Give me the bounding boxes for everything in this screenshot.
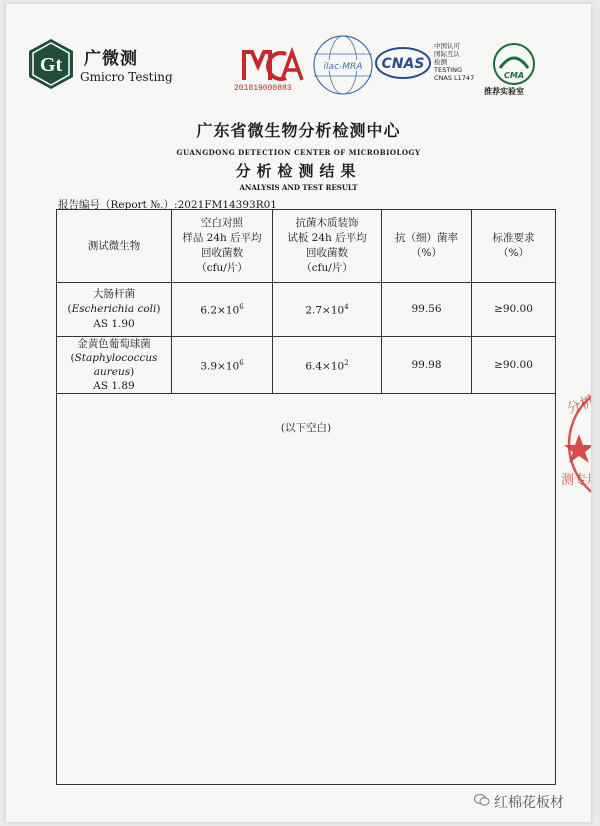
- blank-note: (以下空白): [280, 422, 332, 434]
- official-stamp-icon: [561, 374, 600, 514]
- svg-text:分析: 分析: [564, 393, 597, 418]
- sample-count-cell: $6.4\times 10^2$: [273, 337, 382, 394]
- table-row: [57, 283, 556, 337]
- blank-count-cell: $6.2\times 10^6$: [172, 283, 273, 337]
- svg-text:ilac-MRA: ilac-MRA: [323, 62, 363, 72]
- wechat-icon: [474, 793, 490, 807]
- table-row: [57, 337, 556, 394]
- gmicro-logo-icon: [28, 38, 74, 90]
- header-standard: 标准要求 （%）: [472, 210, 556, 283]
- brand-cn: 广微测: [84, 49, 138, 69]
- rate-cell: 99.98: [382, 337, 472, 394]
- header-blank-control: 空白对照 样品 24h 后平均 回收菌数 （cfu/片）: [172, 210, 273, 283]
- header-rate: 抗（细）菌率 （%）: [382, 210, 472, 283]
- section-title-en: ANALYSIS AND TEST RESULT: [239, 183, 358, 192]
- blank-cell: [57, 394, 556, 785]
- svg-text:Gt: Gt: [39, 54, 63, 76]
- ilac-mra-logo-icon: [311, 34, 375, 96]
- brand-en: Gmicro Testing: [80, 70, 173, 84]
- svg-text:CMA: CMA: [503, 71, 525, 80]
- table-header-row: [57, 210, 556, 283]
- report-number-value: 2021FM14393R01: [177, 199, 277, 211]
- cnas-text: 中国认可 国际互认 检测 TESTING CNAS L1747: [434, 42, 475, 82]
- header-microorganism: 测试微生物: [57, 210, 172, 283]
- rate-cell: 99.56: [382, 283, 472, 337]
- report-page: [6, 4, 600, 822]
- header-antibacterial-sample: 抗菌木质装饰 试板 24h 后平均 回收菌数 （cfu/片）: [273, 210, 382, 283]
- standard-cell: ≥90.00: [472, 337, 556, 394]
- cma-number: 201819000883: [234, 84, 292, 93]
- blank-count-cell: $3.9\times 10^6$: [172, 337, 273, 394]
- page-title: 广东省微生物分析检测中心: [196, 121, 401, 140]
- svg-text:CNAS: CNAS: [381, 56, 425, 72]
- cnas-logo-icon: [375, 46, 431, 80]
- blank-row: [57, 394, 556, 785]
- microorganism-cell: 金黄色葡萄球菌 (Staphylococcus aureus) AS 1.89: [57, 337, 172, 394]
- page-title-en: GUANGDONG DETECTION CENTER OF MICROBIOLOGY: [176, 148, 421, 157]
- results-table: [56, 209, 556, 785]
- microorganism-cell: 大肠杆菌 (Escherichia coli) AS 1.90: [57, 283, 172, 337]
- recommended-lab-label: 推荐实验室: [484, 87, 524, 96]
- watermark-text: 红棉花板材: [494, 795, 564, 811]
- report-number-label: 报告编号（Report №.）:: [58, 199, 178, 211]
- cma-logo-icon: [238, 44, 306, 86]
- standard-cell: ≥90.00: [472, 283, 556, 337]
- svg-text:测专用: 测专用: [561, 473, 600, 488]
- sample-count-cell: $2.7\times 10^4$: [273, 283, 382, 337]
- section-title: 分析检测结果: [235, 162, 362, 180]
